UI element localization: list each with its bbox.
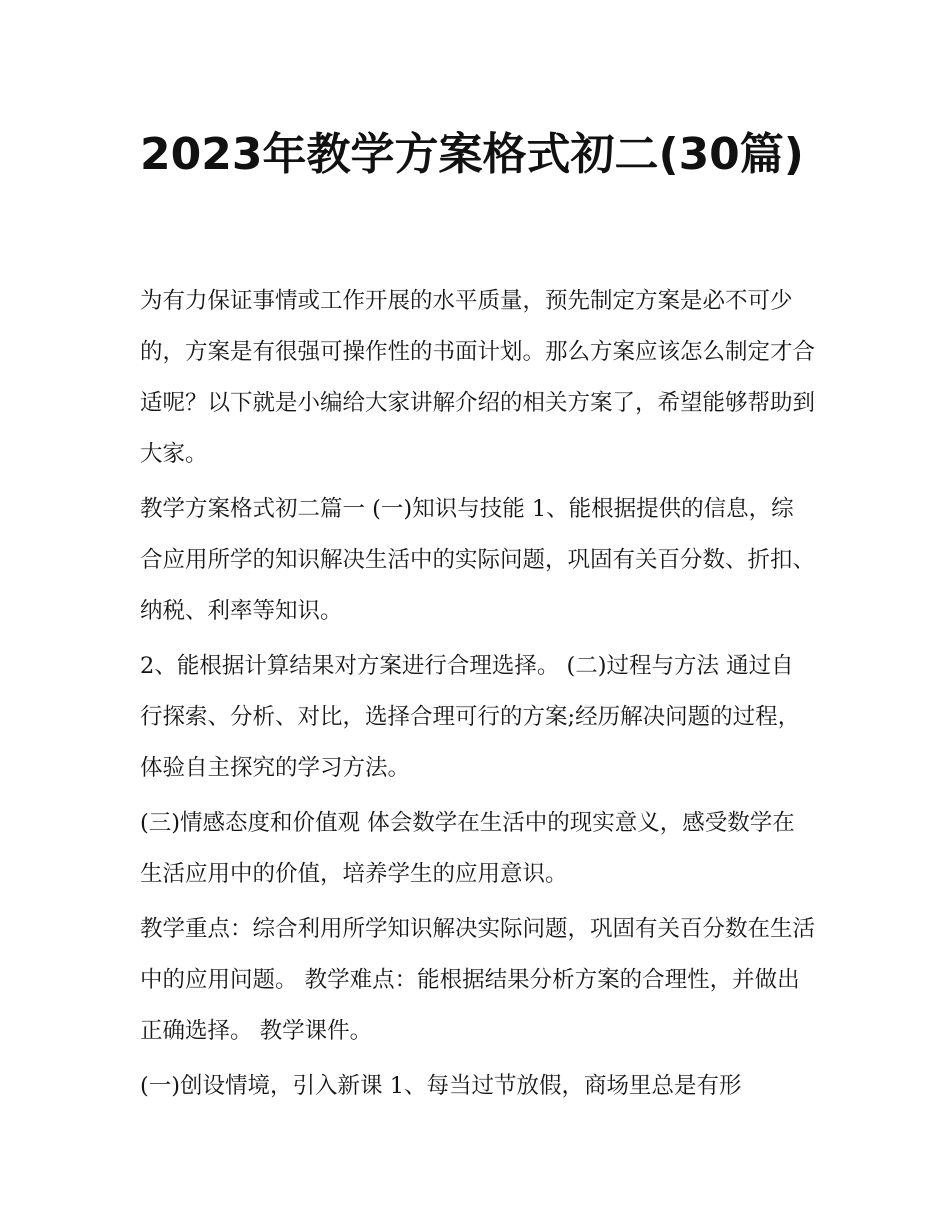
document-title: 2023年教学方案格式初二(30篇): [140, 129, 804, 180]
key-difficult-points-paragraph: 教学重点：综合利用所学知识解决实际问题，巩固有关百分数在生活中的应用问题。 教学难点：能根据结果分析方案的合理性，并做出正确选择。 教学课件。: [140, 916, 816, 1044]
objectives-knowledge-paragraph: 教学方案格式初二篇一 (一)知识与技能 1、能根据提供的信息，综合应用所学的知识解决生活中的实际问题，巩固有关百分数、折扣、纳税、利率等知识。: [140, 496, 816, 624]
intro-paragraph: 为有力保证事情或工作开展的水平质量，预先制定方案是必不可少的，方案是有很强可操作性的书面计划。那么方案应该怎么制定才合适呢？以下就是小编给大家讲解介绍的相关方案了，希望能够帮助到大家。: [140, 288, 816, 467]
attitude-values-paragraph: (三)情感态度和价值观 体会数学在生活中的现实意义，感受数学在生活应用中的价值，培养学生的应用意识。: [140, 810, 795, 887]
new-lesson-paragraph: (一)创设情境，引入新课 1、每当过节放假，商场里总是有形: [140, 1073, 742, 1099]
process-method-paragraph: 2、能根据计算结果对方案进行合理选择。 (二)过程与方法 通过自行探索、分析、对比，选择合理可行的方案;经历解决问题的过程，体验自主探究的学习方法。: [140, 653, 801, 781]
document-body: [140, 276, 815, 1116]
